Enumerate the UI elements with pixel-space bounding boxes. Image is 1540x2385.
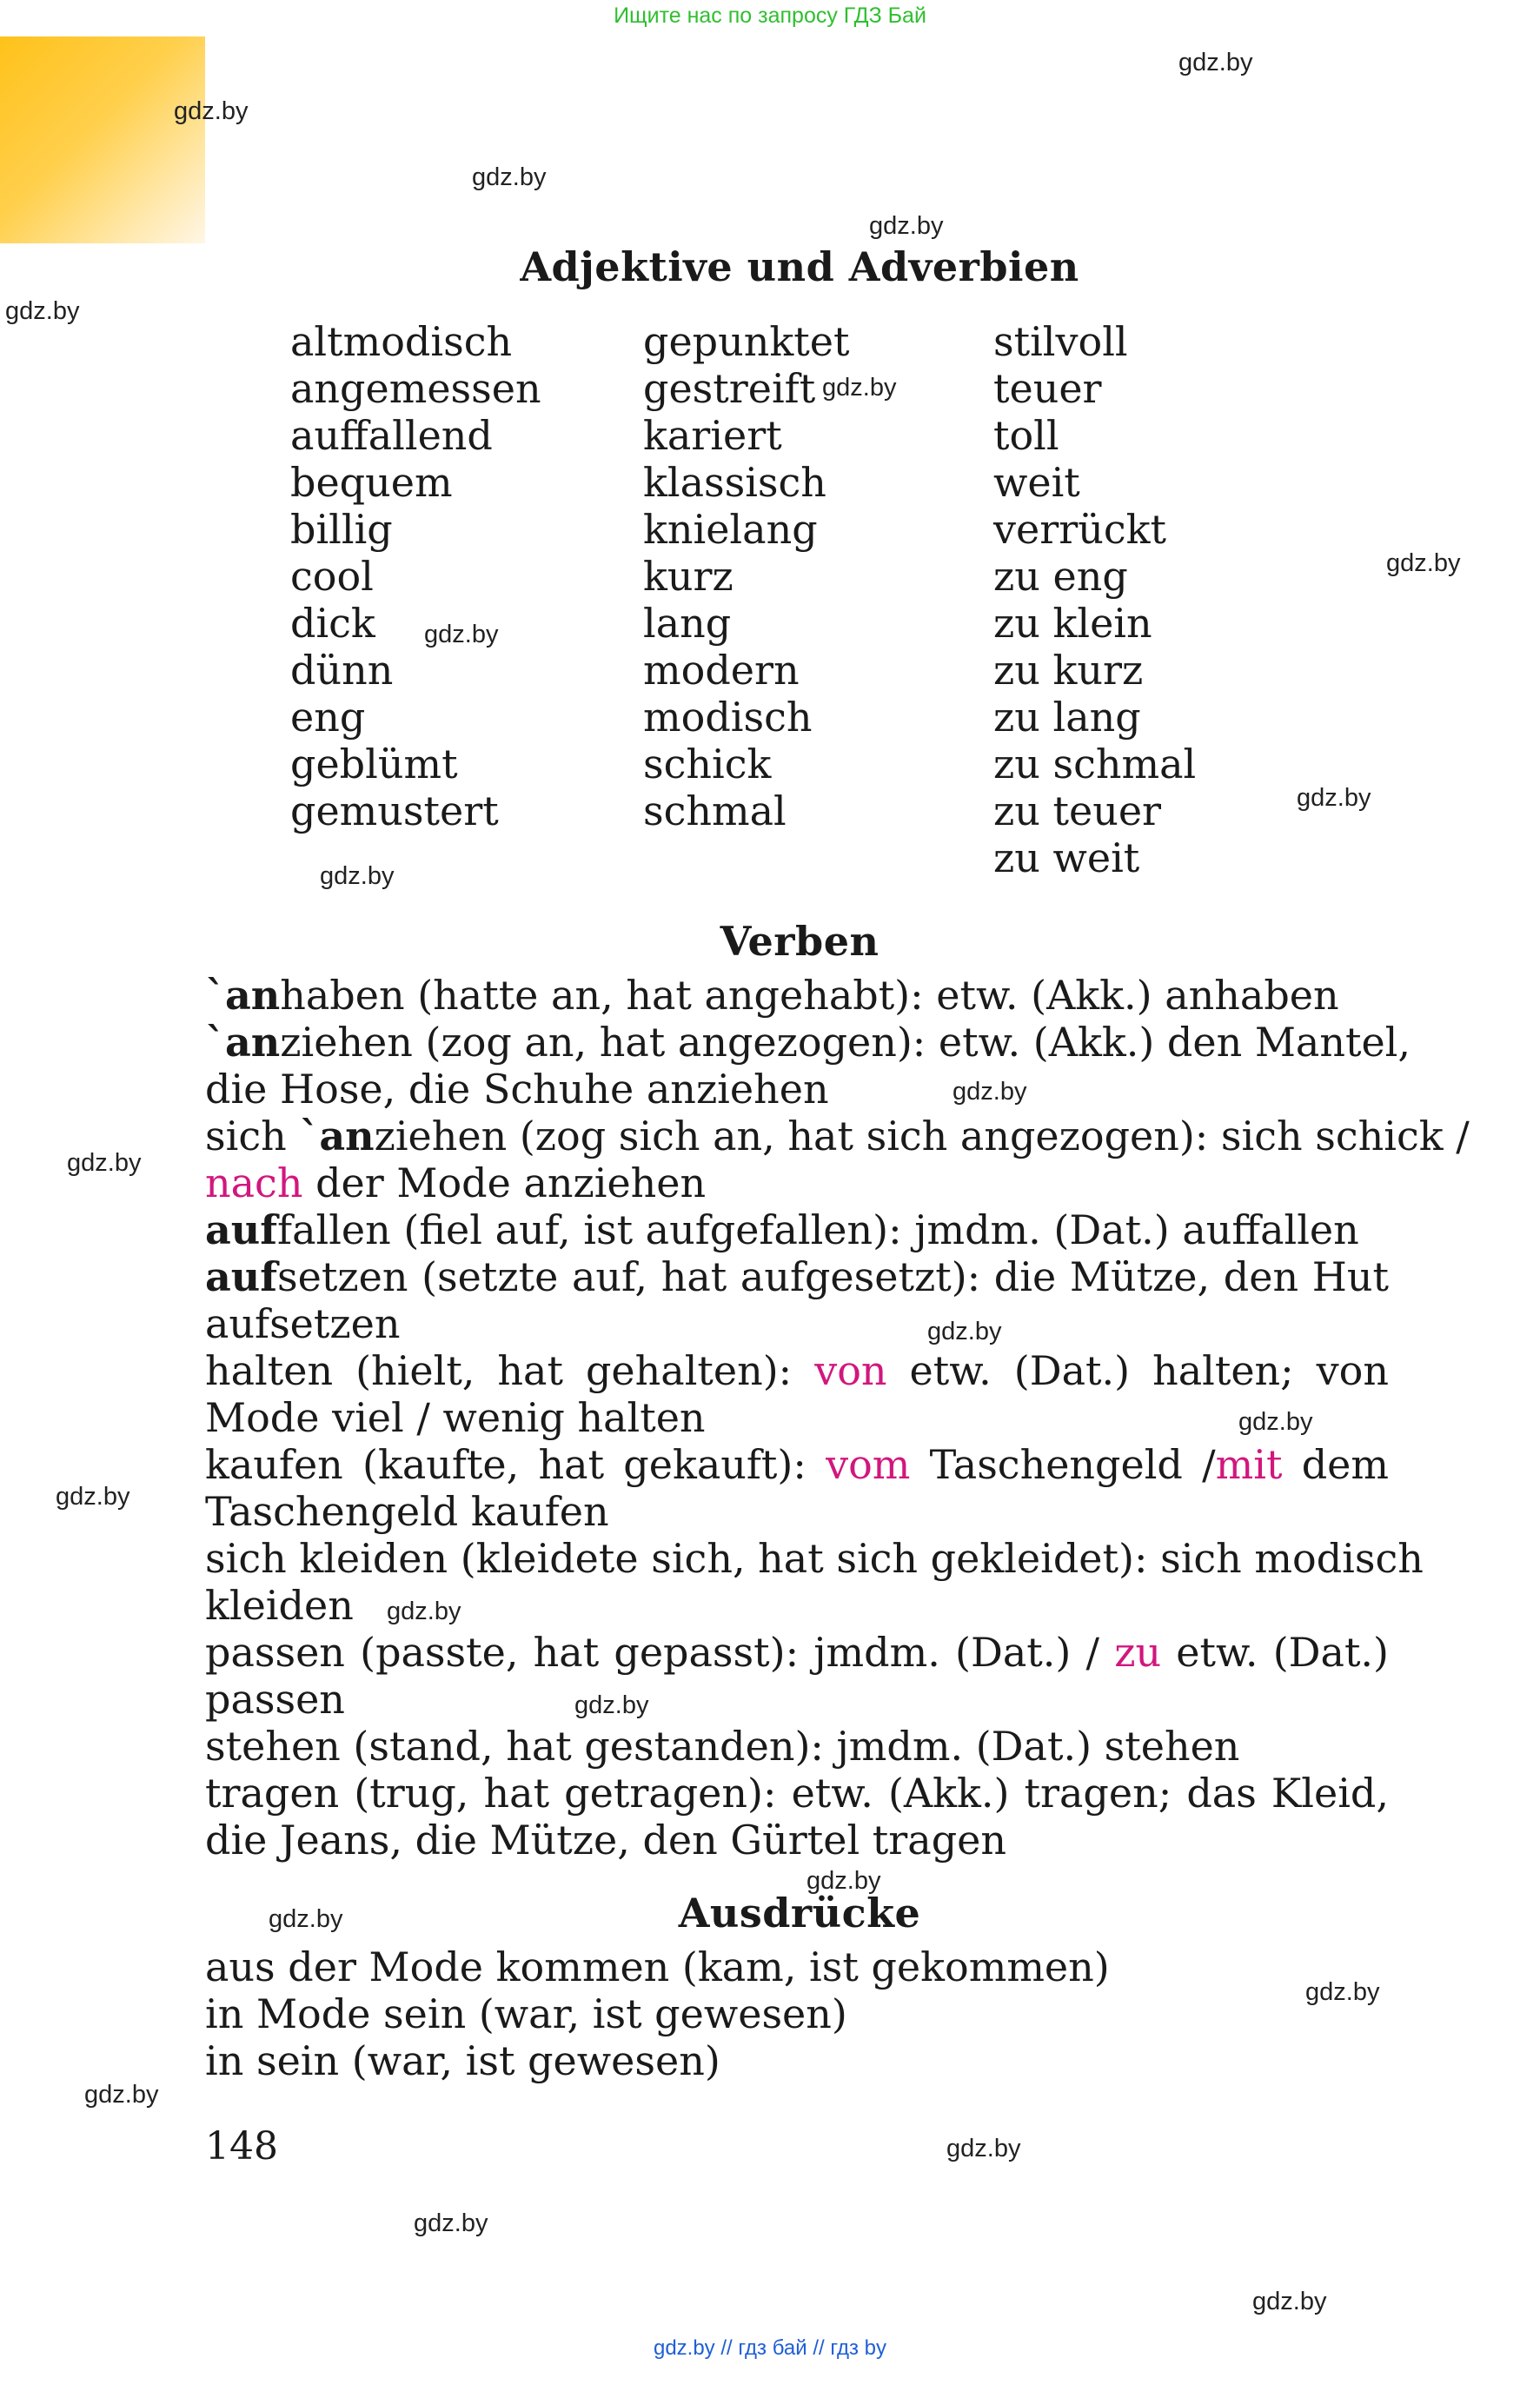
watermark: gdz.by <box>1297 784 1371 812</box>
verb-entry-sich-anziehen-cont <box>205 1159 1389 1206</box>
verb-prefix: `an <box>299 1113 375 1159</box>
verb-text: kaufen (kaufte, hat gekauft): <box>205 1441 826 1488</box>
adjectives-column-1 <box>290 318 541 834</box>
verb-text: ziehen (zog an, hat angezogen): etw. (Akk.) den Mantel, <box>280 1019 1411 1066</box>
adjective: schmal <box>643 787 787 834</box>
watermark: gdz.by <box>472 163 547 191</box>
verb-text: die Jeans, die Mütze, den Gürtel tragen <box>205 1817 1006 1863</box>
preposition: zu <box>1114 1629 1162 1676</box>
verb-entry-halten-cont <box>205 1394 1389 1441</box>
preposition: nach <box>205 1159 303 1206</box>
verb-entry-anziehen <box>205 1019 1411 1066</box>
verb-prefix: auf <box>205 1253 278 1300</box>
adjective: zu kurz <box>993 647 1144 694</box>
verb-entry-halten <box>205 1347 1389 1394</box>
preposition: von <box>814 1347 887 1394</box>
verb-text: aufsetzen <box>205 1300 401 1347</box>
verb-entry-kleiden-cont <box>205 1582 1389 1629</box>
adjective: gemustert <box>290 787 499 834</box>
verb-text: passen <box>205 1676 345 1723</box>
adjectives-column-3 <box>993 318 1196 881</box>
verbs-list <box>205 972 1470 1863</box>
verb-entry-anziehen-cont <box>205 1066 1389 1113</box>
adjective: zu teuer <box>993 787 1162 834</box>
verb-text: fallen (fiel auf, ist aufgefallen): jmdm. (Dat.) auffallen <box>277 1206 1359 1253</box>
adjective: cool <box>290 553 374 600</box>
verb-entry-auffallen <box>205 1206 1389 1253</box>
watermark: gdz.by <box>927 1318 1002 1345</box>
adjective: verrückt <box>993 506 1166 553</box>
adjective: altmodisch <box>290 318 513 365</box>
watermark: gdz.by <box>1178 49 1253 76</box>
verb-entry-passen <box>205 1629 1389 1676</box>
adjective: stilvoll <box>993 318 1128 365</box>
verb-text: Mode viel / wenig halten <box>205 1394 706 1441</box>
adjective: klassisch <box>643 459 826 506</box>
adjective: modern <box>643 647 800 694</box>
watermark: gdz.by <box>67 1149 142 1177</box>
adjective: modisch <box>643 694 813 741</box>
watermark: gdz.by <box>953 1078 1027 1106</box>
adjective: zu schmal <box>993 741 1197 787</box>
verb-entry-passen-cont <box>205 1676 1389 1723</box>
adjective: bequem <box>290 459 453 506</box>
verb-text: setzen (setzte auf, hat aufgesetzt): die Mütze, den Hut <box>277 1253 1389 1300</box>
page-number: 148 <box>205 2124 278 2169</box>
preposition: mit <box>1215 1441 1283 1488</box>
adjective: gestreift <box>643 365 816 412</box>
adjective: knielang <box>643 506 818 553</box>
verb-entry-tragen <box>205 1770 1389 1817</box>
verb-text: dem <box>1282 1441 1389 1488</box>
watermark: gdz.by <box>1252 2288 1327 2315</box>
verb-text: sich <box>205 1113 300 1159</box>
verb-entry-anhaben <box>205 972 1389 1019</box>
footer-links[interactable]: gdz.by // гдз бай // гдз by <box>653 2336 887 2360</box>
top-banner[interactable]: Ищите нас по запросу ГДЗ Бай <box>614 3 926 28</box>
watermark: gdz.by <box>174 97 249 125</box>
expression: in sein (war, ist gewesen) <box>205 2037 720 2084</box>
adjective: toll <box>993 412 1059 459</box>
adjective: lang <box>643 600 732 647</box>
verb-prefix: `an <box>205 1019 281 1066</box>
verb-entry-aufsetzen <box>205 1253 1389 1300</box>
watermark: gdz.by <box>822 374 897 402</box>
watermark: gdz.by <box>1305 1978 1380 2006</box>
adjective: auffallend <box>290 412 493 459</box>
verb-text: Taschengeld kaufen <box>205 1488 609 1535</box>
watermark: gdz.by <box>1386 549 1461 577</box>
verb-text: tragen (trug, hat getragen): etw. (Akk.) tragen; das Kleid, <box>205 1770 1389 1817</box>
verb-text: passen (passte, hat gepasst): jmdm. (Dat.) / <box>205 1629 1115 1676</box>
verb-entry-kleiden <box>205 1535 1424 1582</box>
adjective: teuer <box>993 365 1102 412</box>
expressions-list <box>205 1943 1389 2084</box>
watermark: gdz.by <box>387 1598 461 1625</box>
verb-text: etw. (Dat.) halten; von <box>886 1347 1389 1394</box>
expression: in Mode sein (war, ist gewesen) <box>205 1990 847 2037</box>
verb-text: halten (hielt, hat gehalten): <box>205 1347 815 1394</box>
adjectives-column-2 <box>643 318 849 834</box>
watermark: gdz.by <box>807 1867 881 1895</box>
verb-entry-kaufen-cont <box>205 1488 1389 1535</box>
adjective: zu lang <box>993 694 1141 741</box>
adjective: gepunktet <box>643 318 850 365</box>
watermark: gdz.by <box>320 862 395 890</box>
verb-entry-sich-anziehen <box>205 1113 1470 1159</box>
watermark: gdz.by <box>1238 1408 1313 1436</box>
adjective: zu klein <box>993 600 1152 647</box>
verb-text: etw. (Dat.) <box>1161 1629 1390 1676</box>
verb-text: ziehen (zog sich an, hat sich angezogen): sich schick / <box>374 1113 1470 1159</box>
adjective: dünn <box>290 647 394 694</box>
preposition: vom <box>826 1441 911 1488</box>
adjective: kurz <box>643 553 733 600</box>
watermark: gdz.by <box>869 212 944 240</box>
verb-text: die Hose, die Schuhe anziehen <box>205 1066 829 1113</box>
verb-entry-stehen <box>205 1723 1389 1770</box>
expression: aus der Mode kommen (kam, ist gekommen) <box>205 1943 1110 1990</box>
adjective: eng <box>290 694 366 741</box>
heading-expressions: Ausdrücke <box>678 1890 921 1937</box>
adjective: dick <box>290 600 375 647</box>
adjective: zu weit <box>993 834 1140 881</box>
verb-text: sich kleiden (kleidete sich, hat sich gekleidet): sich modisch <box>205 1535 1424 1582</box>
verb-text: der Mode anziehen <box>302 1159 707 1206</box>
watermark: gdz.by <box>84 2081 159 2109</box>
verb-prefix: `an <box>205 972 281 1019</box>
verb-text: stehen (stand, hat gestanden): jmdm. (Dat.) stehen <box>205 1723 1240 1770</box>
adjective: schick <box>643 741 772 787</box>
watermark: gdz.by <box>5 297 80 325</box>
verb-entry-aufsetzen-cont <box>205 1300 1389 1347</box>
heading-adjectives: Adjektive und Adverbien <box>520 243 1079 290</box>
heading-verbs: Verben <box>720 918 880 965</box>
watermark: gdz.by <box>269 1905 343 1933</box>
verb-entry-kaufen <box>205 1441 1389 1488</box>
verb-prefix: auf <box>205 1206 278 1253</box>
verb-text: kleiden <box>205 1582 354 1629</box>
watermark: gdz.by <box>946 2135 1021 2162</box>
adjective: zu eng <box>993 553 1128 600</box>
verb-text: Taschengeld / <box>910 1441 1216 1488</box>
verb-entry-tragen-cont <box>205 1817 1389 1863</box>
adjective: angemessen <box>290 365 541 412</box>
verb-text: haben (hatte an, hat angehabt): etw. (Akk.) anhaben <box>280 972 1339 1019</box>
adjective: kariert <box>643 412 782 459</box>
watermark: gdz.by <box>574 1691 649 1719</box>
adjective: billig <box>290 506 393 553</box>
watermark: gdz.by <box>414 2209 488 2237</box>
adjective: weit <box>993 459 1080 506</box>
watermark: gdz.by <box>424 621 499 648</box>
corner-decoration <box>0 37 205 243</box>
watermark: gdz.by <box>56 1483 130 1511</box>
adjective: geblümt <box>290 741 458 787</box>
